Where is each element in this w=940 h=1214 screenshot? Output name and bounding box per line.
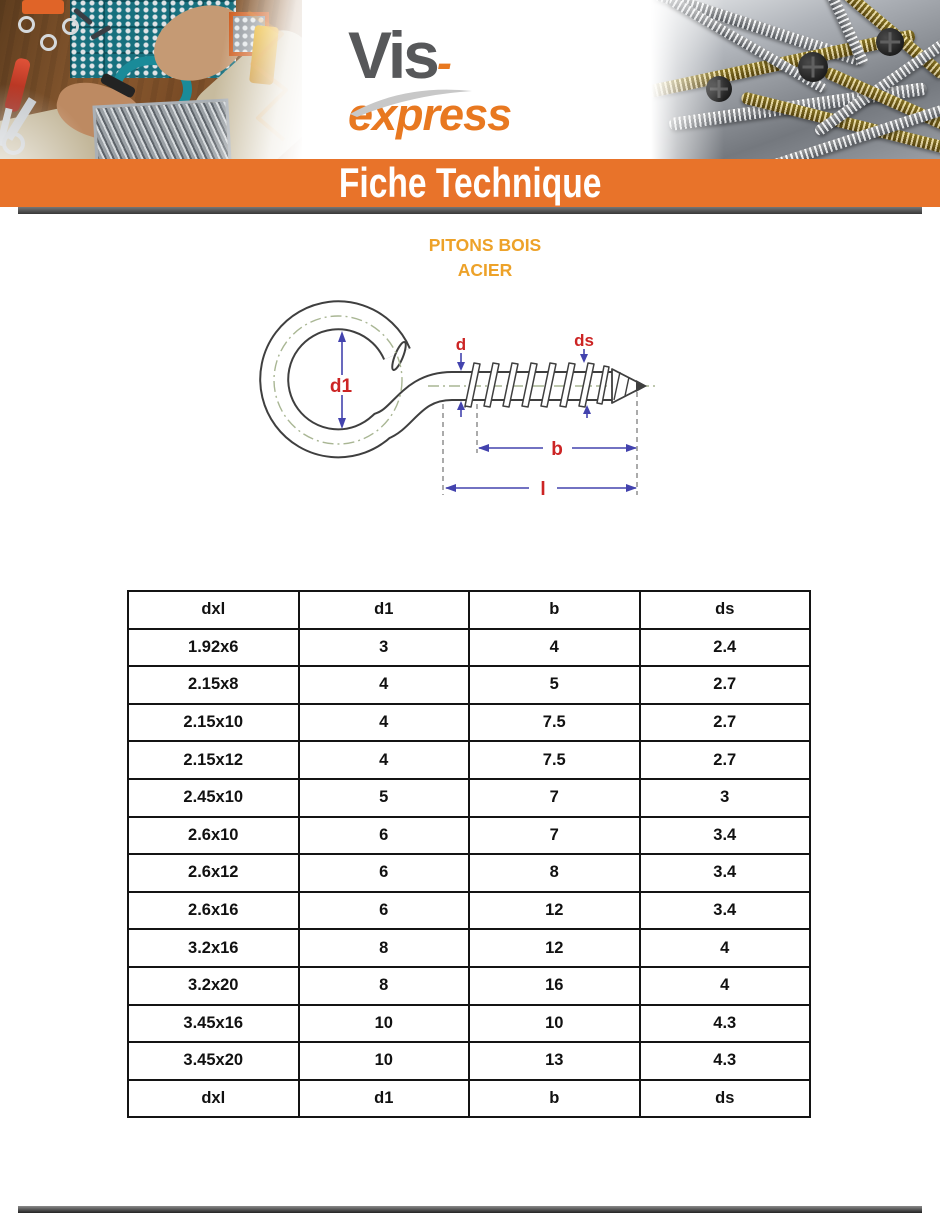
table-body (128, 629, 810, 1080)
banner-title: Fiche Technique (338, 159, 602, 206)
table-row (128, 666, 810, 704)
footer-cell-d1: d1 (299, 1080, 470, 1118)
table-cell: 5 (469, 666, 640, 704)
table-row (128, 629, 810, 667)
header-row (128, 591, 810, 629)
photo-fade (0, 0, 302, 159)
table-cell: 3.4 (640, 854, 811, 892)
column-header-d1: d1 (299, 591, 470, 629)
table-cell: 3 (640, 779, 811, 817)
label-l: l (540, 479, 546, 500)
table-row (128, 779, 810, 817)
table-cell: 12 (469, 892, 640, 930)
table-cell: 2.15x8 (128, 666, 299, 704)
table-cell: 4 (299, 666, 470, 704)
table-cell: 4 (640, 929, 811, 967)
table-cell: 3 (299, 629, 470, 667)
label-d: d (455, 335, 467, 354)
column-header-b: b (469, 591, 640, 629)
table-cell: 6 (299, 892, 470, 930)
table-cell: 2.6x10 (128, 817, 299, 855)
table-row (128, 892, 810, 930)
label-ds: ds (574, 331, 594, 350)
table-cell: 10 (299, 1005, 470, 1043)
table-cell: 2.6x16 (128, 892, 299, 930)
table-cell: 8 (469, 854, 640, 892)
table-row (128, 817, 810, 855)
footer-cell-dxl: dxl (128, 1080, 299, 1118)
table-row (128, 1042, 810, 1080)
screws-photo (648, 0, 940, 159)
vis-express-logo (348, 18, 608, 140)
screw-tip (612, 369, 647, 403)
logo-text-vis: Vis (348, 18, 437, 92)
title-banner (0, 159, 940, 207)
footer-cell-ds: ds (640, 1080, 811, 1118)
workbench-photo (0, 0, 302, 159)
footer-row (128, 1080, 810, 1118)
subtitle-line1: PITONS BOIS (428, 235, 542, 255)
header (0, 0, 940, 159)
table-cell: 16 (469, 967, 640, 1005)
table-cell: 12 (469, 929, 640, 967)
table-cell: 4.3 (640, 1005, 811, 1043)
table-cell: 10 (469, 1005, 640, 1043)
table-cell: 4 (299, 741, 470, 779)
label-d1: d1 (329, 376, 353, 397)
table-row (128, 967, 810, 1005)
table-cell: 7.5 (469, 741, 640, 779)
product-subtitle (0, 233, 940, 283)
column-header-dxl: dxl (128, 591, 299, 629)
table-cell: 3.2x16 (128, 929, 299, 967)
table-cell: 2.15x10 (128, 704, 299, 742)
table-row (128, 929, 810, 967)
table-cell: 6 (299, 854, 470, 892)
table-row (128, 704, 810, 742)
table-cell: 6 (299, 817, 470, 855)
table-cell: 3.45x16 (128, 1005, 299, 1043)
table-header (128, 591, 810, 629)
table-cell: 8 (299, 929, 470, 967)
table-cell: 8 (299, 967, 470, 1005)
table-cell: 3.45x20 (128, 1042, 299, 1080)
logo-swoosh (348, 82, 478, 118)
table-cell: 5 (299, 779, 470, 817)
table-cell: 3.4 (640, 817, 811, 855)
table-cell: 7 (469, 817, 640, 855)
table-cell: 3.4 (640, 892, 811, 930)
table-cell: 4 (640, 967, 811, 1005)
table-cell: 2.4 (640, 629, 811, 667)
subtitle-line2: ACIER (457, 260, 513, 280)
table-row (128, 741, 810, 779)
technical-diagram (230, 283, 690, 518)
table-cell: 2.7 (640, 741, 811, 779)
table-cell: 2.15x12 (128, 741, 299, 779)
table-cell: 7 (469, 779, 640, 817)
table-row (128, 854, 810, 892)
table-cell: 10 (299, 1042, 470, 1080)
table-footer (128, 1080, 810, 1118)
table-cell: 2.7 (640, 704, 811, 742)
table-cell: 4 (469, 629, 640, 667)
label-b: b (551, 439, 563, 460)
table-cell: 7.5 (469, 704, 640, 742)
table-row (128, 1005, 810, 1043)
footer-rule (18, 1206, 922, 1213)
photo-fade (648, 0, 940, 159)
dimensions-table (127, 590, 811, 1118)
table-cell: 1.92x6 (128, 629, 299, 667)
logo-text-express: -express (348, 37, 512, 140)
table-cell: 4 (299, 704, 470, 742)
table-cell: 3.2x20 (128, 967, 299, 1005)
table-cell: 4.3 (640, 1042, 811, 1080)
footer-cell-b: b (469, 1080, 640, 1118)
table-cell: 13 (469, 1042, 640, 1080)
table-cell: 2.45x10 (128, 779, 299, 817)
table-cell: 2.6x12 (128, 854, 299, 892)
column-header-ds: ds (640, 591, 811, 629)
divider-rule (18, 207, 922, 214)
table-cell: 2.7 (640, 666, 811, 704)
